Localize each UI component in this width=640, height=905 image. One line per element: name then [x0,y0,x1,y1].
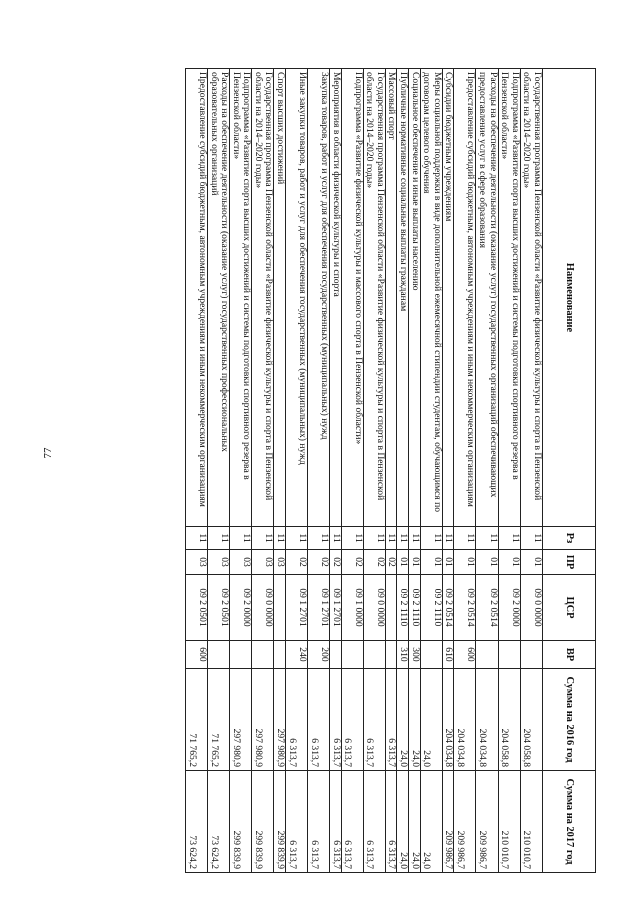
table-row [185,69,207,873]
cell-name: Государственная программа Пензенской области «Развитие физической культуры и спорта в Пензенской области на 2014–2020 годы» [520,69,542,527]
cell-pr: 02 [341,550,363,575]
cell-rz: 11 [442,527,454,550]
cell-sum-2016: 204 034,8 [454,669,476,771]
cell-rz: 11 [230,527,252,550]
cell-sum-2016: 6 313,7 [341,669,363,771]
cell-name: Государственная программа Пензенской области «Развитие физической культуры и спорта в Пензенской области на 2014–2020 годы» [363,69,385,527]
cell-name: Закупка товаров, работ и услуг для обеспечения государственных (муниципальных) нужд [308,69,330,527]
cell-name: Предоставление субсидий бюджетным, автономным учреждениям и иным некоммерческим организациям [185,69,207,527]
cell-vr [385,641,397,669]
cell-vr [252,641,274,669]
cell-vr [274,641,286,669]
cell-sum-2017: 6 313,7 [286,771,308,873]
header-pr: ПР [543,550,596,575]
cell-sum-2017: 73 624,2 [207,771,229,873]
cell-rz: 11 [420,527,442,550]
cell-sum-2016: 6 313,7 [363,669,385,771]
table-row [363,69,385,873]
cell-sum-2017: 299 839,9 [252,771,274,873]
cell-vr [476,641,498,669]
rotated-page-area [80,68,596,872]
cell-sum-2016: 6 313,7 [308,669,330,771]
table-row [341,69,363,873]
cell-csr: 09 2 0514 [442,575,454,641]
cell-rz: 11 [252,527,274,550]
cell-vr: 240 [286,641,308,669]
cell-vr: 600 [185,641,207,669]
cell-csr: 09 2 0501 [207,575,229,641]
table-row [498,69,520,873]
header-vr: ВР [543,641,596,669]
cell-sum-2016: 297 980,9 [274,669,286,771]
cell-pr: 02 [308,550,330,575]
table-row [230,69,252,873]
cell-pr: 03 [252,550,274,575]
cell-pr: 02 [286,550,308,575]
cell-rz: 11 [207,527,229,550]
page-number: 77 [42,447,54,459]
table-row [442,69,454,873]
cell-name: Государственная программа Пензенской области «Развитие физической культуры и спорта в Пензенской области на 2014–2020 годы» [252,69,274,527]
cell-pr: 02 [385,550,397,575]
header-name: Наименование [543,69,596,527]
cell-vr [420,641,442,669]
table-row [286,69,308,873]
cell-sum-2017: 299 839,9 [274,771,286,873]
cell-pr: 02 [363,550,385,575]
cell-sum-2017: 24,0 [397,771,409,873]
cell-vr: 600 [454,641,476,669]
cell-vr [498,641,520,669]
cell-rz: 11 [308,527,330,550]
table-row [207,69,229,873]
cell-name: Иные закупки товаров, работ и услуг для обеспечения государственных (муниципальных) нужд [286,69,308,527]
cell-vr [207,641,229,669]
table-row [409,69,421,873]
table-row [308,69,330,873]
cell-rz: 11 [409,527,421,550]
table-row [274,69,286,873]
cell-sum-2017: 299 839,9 [230,771,252,873]
cell-pr: 02 [330,550,342,575]
budget-table [185,68,596,873]
header-csr: ЦСР [543,575,596,641]
cell-rz: 11 [363,527,385,550]
cell-sum-2016: 6 313,7 [330,669,342,771]
cell-sum-2017: 6 313,7 [330,771,342,873]
cell-sum-2017: 210 010,7 [498,771,520,873]
cell-vr: 300 [409,641,421,669]
cell-sum-2016: 204 058,8 [498,669,520,771]
cell-rz: 11 [341,527,363,550]
cell-name: Подпрограмма «Развитие спорта высших достижений и системы подготовки спортивного резерва в Пензенской области» [498,69,520,527]
cell-rz: 11 [385,527,397,550]
cell-csr: 09 1 0000 [341,575,363,641]
cell-pr: 01 [397,550,409,575]
cell-name: Подпрограмма «Развитие спорта высших достижений и системы подготовки спортивного резерва в Пензенской области» [230,69,252,527]
table-row [252,69,274,873]
cell-vr [230,641,252,669]
cell-sum-2017: 6 313,7 [308,771,330,873]
cell-sum-2017: 6 313,7 [341,771,363,873]
cell-sum-2017: 24,0 [409,771,421,873]
cell-sum-2016: 71 765,2 [207,669,229,771]
cell-pr: 03 [185,550,207,575]
cell-sum-2017: 209 986,7 [454,771,476,873]
cell-name: Меры социальной поддержки в виде дополнительной ежемесячной стипендии студентам, обучающимся по договорам целевого обучения [420,69,442,527]
cell-pr: 01 [409,550,421,575]
cell-sum-2016: 6 313,7 [286,669,308,771]
cell-csr: 09 2 1110 [397,575,409,641]
cell-csr: 09 2 1110 [409,575,421,641]
table-row [520,69,542,873]
cell-csr: 09 2 0501 [185,575,207,641]
cell-vr: 200 [308,641,330,669]
cell-csr: 09 0 0000 [252,575,274,641]
cell-csr: 09 1 2701 [286,575,308,641]
cell-name: Публичные нормативные социальные выплаты гражданам [397,69,409,527]
cell-name: Предоставление субсидий бюджетным, автономным учреждениям и иным некоммерческим организациям [454,69,476,527]
table-row [385,69,397,873]
cell-csr: 09 1 2701 [330,575,342,641]
cell-vr: 310 [397,641,409,669]
cell-sum-2016: 24,0 [409,669,421,771]
cell-rz: 11 [397,527,409,550]
cell-vr [520,641,542,669]
cell-csr: 09 2 0514 [476,575,498,641]
cell-sum-2016: 204 034,8 [476,669,498,771]
cell-pr: 03 [230,550,252,575]
cell-name: Социальное обеспечение и иные выплаты населению [409,69,421,527]
cell-csr [274,575,286,641]
table-body [185,69,542,873]
cell-sum-2016: 6 313,7 [385,669,397,771]
cell-name: Расходы на обеспечение деятельности (оказание услуг) государственных организаций обеспечивающих предоставление услуг в сфере образования [476,69,498,527]
cell-sum-2017: 24,0 [420,771,442,873]
cell-pr: 01 [520,550,542,575]
table-row [420,69,442,873]
header-rz: Рз [543,527,596,550]
table-row [330,69,342,873]
cell-sum-2017: 209 986,7 [442,771,454,873]
cell-pr: 03 [274,550,286,575]
cell-csr: 09 2 0000 [230,575,252,641]
cell-sum-2016: 24,0 [420,669,442,771]
header-row [543,69,596,873]
cell-rz: 11 [476,527,498,550]
budget-table-container [80,68,596,872]
cell-name: Подпрограмма «Развитие физической культуры и массового спорта в Пензенской области» [341,69,363,527]
cell-vr [330,641,342,669]
cell-pr: 01 [420,550,442,575]
cell-csr [385,575,397,641]
cell-name: Субсидии бюджетным учреждениям [442,69,454,527]
cell-sum-2016: 24,0 [397,669,409,771]
cell-sum-2017: 73 624,2 [185,771,207,873]
cell-sum-2017: 209 986,7 [476,771,498,873]
cell-vr [341,641,363,669]
table-row [397,69,409,873]
cell-vr: 610 [442,641,454,669]
cell-sum-2016: 204 034,8 [442,669,454,771]
cell-rz: 11 [274,527,286,550]
cell-pr: 01 [454,550,476,575]
cell-rz: 11 [520,527,542,550]
cell-pr: 01 [476,550,498,575]
cell-csr: 09 2 0000 [498,575,520,641]
cell-rz: 11 [286,527,308,550]
cell-pr: 03 [207,550,229,575]
cell-csr: 09 2 0514 [454,575,476,641]
table-row [454,69,476,873]
cell-sum-2017: 6 313,7 [363,771,385,873]
cell-sum-2016: 297 980,9 [230,669,252,771]
cell-rz: 11 [454,527,476,550]
cell-sum-2017: 6 313,7 [385,771,397,873]
cell-name: Мероприятия в области физической культуры и спорта [330,69,342,527]
cell-csr: 09 0 0000 [520,575,542,641]
cell-pr: 01 [442,550,454,575]
cell-rz: 11 [330,527,342,550]
cell-pr: 01 [498,550,520,575]
cell-vr [363,641,385,669]
cell-csr: 09 1 2701 [308,575,330,641]
header-sum-2017: Сумма на 2017 год [543,771,596,873]
cell-sum-2016: 71 765,2 [185,669,207,771]
cell-rz: 11 [185,527,207,550]
cell-name: Спорт высших достижений [274,69,286,527]
cell-csr: 09 0 0000 [363,575,385,641]
cell-name: Массовый спорт [385,69,397,527]
cell-name: Расходы на обеспечение деятельности (оказание услуг) государственных профессиональных образовательных организаций [207,69,229,527]
cell-rz: 11 [498,527,520,550]
cell-csr: 09 2 1110 [420,575,442,641]
cell-sum-2016: 204 058,8 [520,669,542,771]
cell-sum-2016: 297 980,9 [252,669,274,771]
table-row [476,69,498,873]
cell-sum-2017: 210 010,7 [520,771,542,873]
header-sum-2016: Сумма на 2016 год [543,669,596,771]
